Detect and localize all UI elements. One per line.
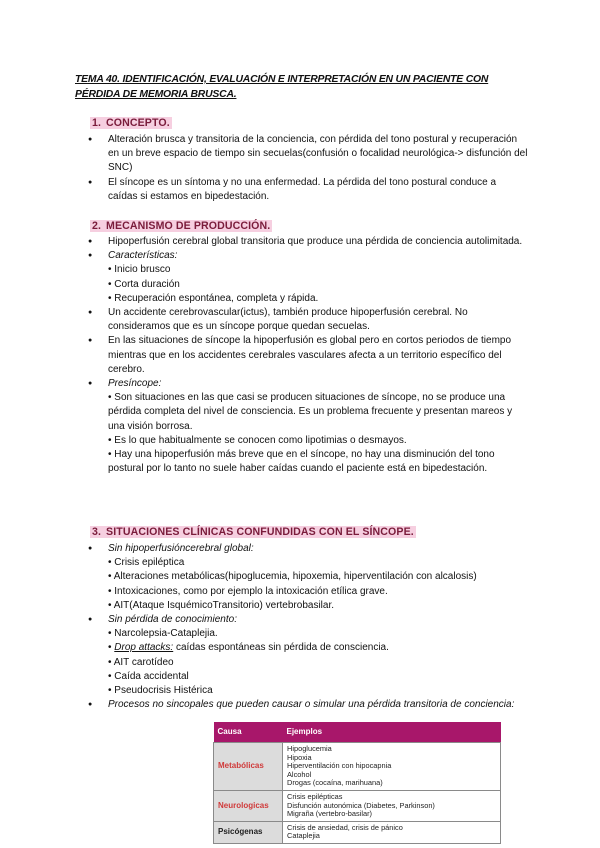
section-title: CONCEPTO. [106, 117, 170, 129]
sub-item: • Es lo que habitualmente se conocen como lipotimias o desmayos. [108, 434, 407, 446]
sub-item: • Corta duración [108, 278, 180, 290]
table-row [214, 790, 501, 821]
sub-item: • Intoxicaciones, como por ejemplo la intoxicación etílica grave. [108, 585, 388, 597]
bullet-item: ● Características: [88, 249, 528, 263]
table-header-row [214, 722, 501, 743]
sub-list [88, 556, 528, 613]
drop-attacks-label: Drop attacks: [114, 642, 174, 654]
bullet-item: ● En las situaciones de síncope la hipoperfusión es global pero en cortos periodos de tiempo mientras que en los accidentes cerebrales vasculares afecta a un territorio específico del cerebro. [88, 334, 528, 377]
bullet-item: ● Alteración brusca y transitoria de la conciencia, con pérdida del tono postural y recuperación en un breve espacio de tiempo sin secuelas(confusión o focalidad neurológica-> disfunción del SNC) [88, 133, 528, 176]
bullet-item: ● Presíncope: [88, 377, 528, 391]
cause-cell: Metabólicas [214, 743, 283, 791]
section-concepto [88, 133, 528, 204]
sub-item: • Caída accidental [108, 670, 189, 682]
table-row [214, 743, 501, 791]
bullet-item: ● Hipoperfusión cerebral global transitoria que produce una pérdida de conciencia autolimitada. [88, 235, 528, 249]
column-header-causa: Causa [214, 722, 283, 743]
section-heading-mecanismo [90, 220, 272, 232]
section-heading-situaciones [90, 526, 416, 538]
bullet-item: ● El síncope es un síntoma y no una enfermedad. La pérdida del tono postural conduce a caídas si estamos en bipedestación. [88, 176, 528, 204]
sub-item: • Hay una hipoperfusión más breve que en el síncope, no hay una disminución del tono postural por lo tanto no suele haber caídas cuando el paciente está en bipedestación. [108, 449, 495, 475]
bullet-item: ● Un accidente cerebrovascular(ictus), también produce hipoperfusión cerebral. No consideramos que es un síncope porque quedan secuelas. [88, 306, 528, 334]
sub-item: • Crisis epiléptica [108, 557, 185, 569]
section-number: 3. [92, 526, 102, 538]
bullet-item: ● Procesos no sincopales que pueden causar o simular una pérdida transitoria de conciencia: [88, 698, 528, 712]
table-row [214, 821, 501, 843]
cause-cell: Neurologicas [214, 790, 283, 821]
column-header-ejemplos: Ejemplos [283, 722, 501, 743]
sub-item: • Son situaciones en las que casi se producen situaciones de síncope, no se produce una pérdida completa del nivel de consciencia. Es un problema frecuente y presentan mareos y una visión borrosa. [108, 392, 513, 432]
section-title: MECANISMO DE PRODUCCIÓN. [106, 220, 271, 232]
section-number: 2. [92, 220, 102, 232]
section-situaciones [88, 542, 528, 712]
section-mecanismo [88, 235, 528, 476]
causes-table [213, 722, 501, 844]
sub-item-bullet: • [108, 642, 115, 654]
sub-item: • Recuperación espontánea, completa y rápida. [108, 292, 319, 304]
drop-attacks-text: caídas espontáneas sin pérdida de consciencia. [173, 642, 389, 654]
section-heading-concepto [90, 117, 172, 129]
examples-cell: Crisis de ansiedad, crisis de pánico Cataplejia [283, 821, 501, 843]
sub-list [88, 263, 528, 306]
section-title: SITUACIONES CLÍNICAS CONFUNDIDAS CON EL SÍNCOPE. [106, 526, 414, 538]
sub-item-drop-attacks [108, 641, 528, 655]
sub-item: • Inicio brusco [108, 264, 171, 276]
sub-item: • AIT(Ataque IsquémicoTransitorio) vertebrobasilar. [108, 599, 335, 611]
bullet-item: ● Sin hipoperfusióncerebral global: [88, 542, 528, 556]
section-number: 1. [92, 117, 102, 129]
sub-item: • AIT carotídeo [108, 656, 174, 668]
sub-item: • Narcolepsia-Cataplejia. [108, 628, 218, 640]
sub-item: • Pseudocrisis Histérica [108, 685, 213, 697]
bullet-item: ● Sin pérdida de conocimiento: [88, 613, 528, 627]
sub-list [88, 391, 528, 476]
document-title: TEMA 40. IDENTIFICACIÓN, EVALUACIÓN E INTERPRETACIÓN EN UN PACIENTE CON PÉRDIDA DE MEMORIA BRUSCA. [75, 74, 489, 100]
examples-cell: Hipoglucemia Hipoxia Hiperventilación con hipocapnia Alcohol Drogas (cocaína, marihuana) [283, 743, 501, 791]
sub-item: • Alteraciones metabólicas(hipoglucemia, hipoxemia, hiperventilación con alcalosis) [108, 571, 477, 583]
sub-list [88, 627, 528, 698]
examples-cell: Crisis epilépticas Disfunción autonómica (Diabetes, Parkinson) Migraña (vertebro-basilar) [283, 790, 501, 821]
cause-cell: Psicógenas [214, 821, 283, 843]
